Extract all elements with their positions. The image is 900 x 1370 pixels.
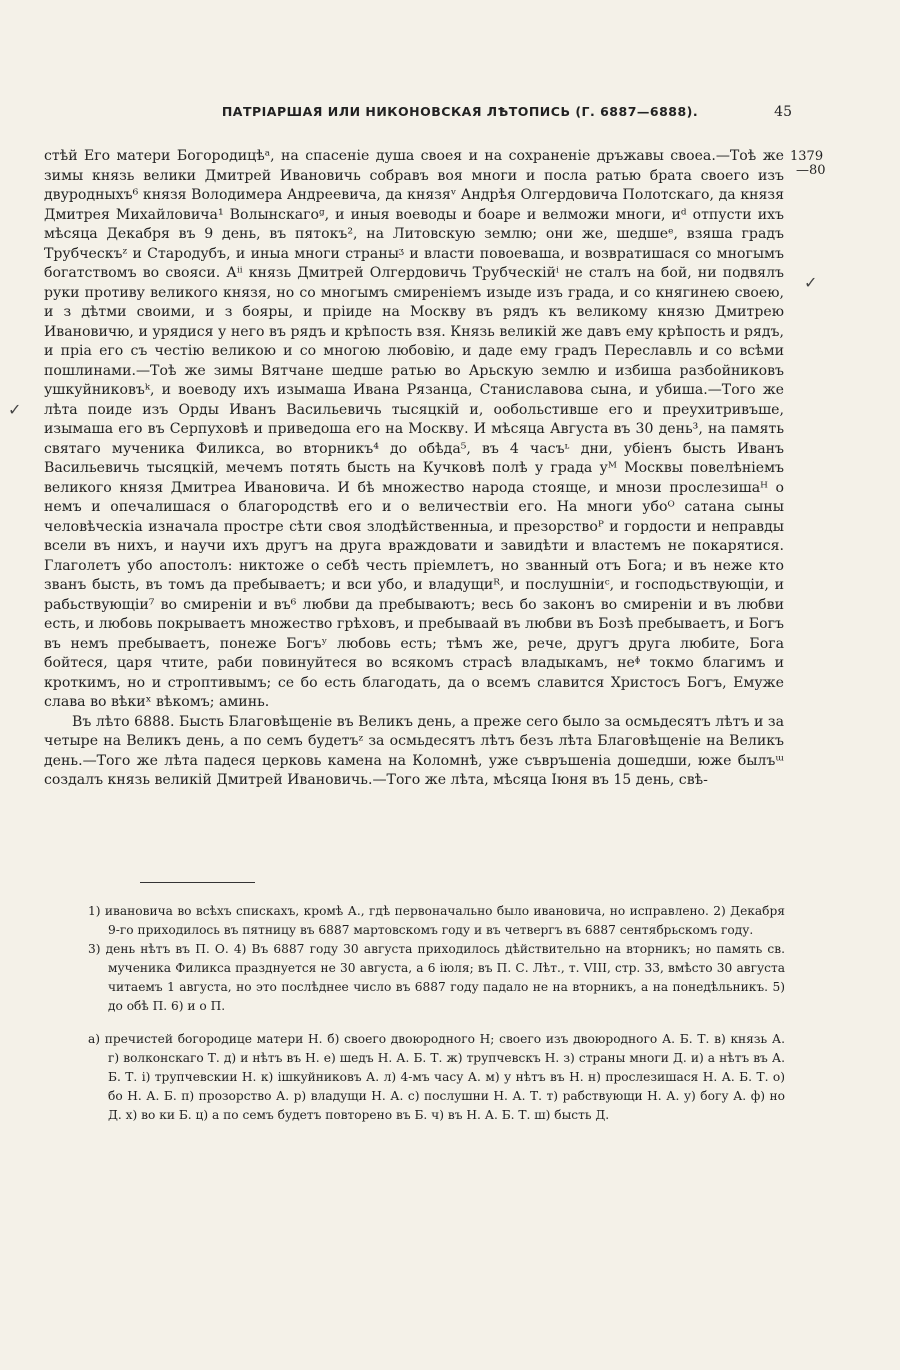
footnote-divider — [140, 882, 255, 883]
footnote-numeric-2: 3) день нѣтъ въ П. О. 4) Въ 6887 году 30 августа приходилось дѣйствительно на вторникъ; но память св. мученика Филикса празднуется не 30 августа, а 6 іюля; въ П. С. Лѣт., т. VIII, стр. 33, вмѣсто 30 августа читаемъ 1 августа, но это послѣднее число въ 6887 году падало не на вторникъ, а на понедѣльникъ. 5) до обѣ П. 6) и о П. — [88, 942, 785, 1013]
main-text — [44, 147, 784, 791]
main-paragraph-1: стѣй Его матери Богородицѣᵃ, на спасеніе душа своея и на сохраненіе дръжавы своеа.—Тоѣ же зимы князь велики Дмитрей Ивановичь собравъ воя многи и посла ратью брата своего изъ двуродныхъ⁶ князя Володимера Андреевича, да князяᵛ Андрѣя Олгердовича Полотскаго, да князя Дмитрея Михайловича¹ Волынскагоᵍ, и иныя воеводы и боаре и велможи многи, иᵈ отпусти ихъ мѣсяца Декабря въ 9 день, въ пятокъ², на Литовскую землю; они же, шедшеᵉ, взяша градъ Трубческъᶻ и Стародубъ, и иныа многи страныᶾ и власти повоеваша, и возвратишася со многымъ богатствомъ во свояси. Аⁱⁱ князь Дмитрей Олгердовичь Трубческійⁱ не сталъ на бой, ни подвялъ руки противу великого князя, но со многымъ смиреніемъ изыде изъ града, и со княгинею своею, и з дѣтми своими, и з бояры, и пріиде на Москву въ рядъ къ великому князю Дмитрею Ивановичю, и урядися у него въ рядъ и крѣпость взя. Князь великій же давъ ему крѣпость и рядъ, и пріа его съ честію великою и со многою любовію, и даде ему градъ Переславль и со всѣми пошлинами.—Тоѣ же зимы Вятчане шедше ратью во Арьскую землю и избиша разбойниковъ ушкуйниковъᵏ, и воеводу ихъ изымаша Ивана Рязанца, Станиславова сына, и убиша.—Того же лѣта поиде изъ Орды Иванъ Васильевичь тысяцкій и, ообольстивше его и преухитривъше, изымаша его въ Серпуховѣ и приведоша его на Москву. И мѣсяца Августа въ 30 день³, на память святаго мученика Филикса, во вторникъ⁴ до обѣда⁵, въ 4 часъᶫ дни, убіенъ бысть Иванъ Васильевичь тысяцкій, мечемъ потять бысть на Кучковѣ полѣ у града уᴹ Москвы повелѣніемъ великого князя Дмитреа Ивановича. И бѣ множество народа стояще, и мнози прослезишаᴴ о немъ и опечалишася о благородствѣ его и о величествіи его. На многи убоᴼ сатана сыны человѣческіа изначала простре сѣти своя злодѣйственныа, и презорствоᴾ и гордости и неправды всели въ нихъ, и научи ихъ другъ на друга враждовати и завидѣти и властемъ не покарятися. Глаголетъ убо апостолъ: никтоже о себѣ честь пріемлетъ, но званный отъ Бога; и въ неже кто званъ бысть, въ томъ да пребываетъ; и вси убо, и владущиᴿ, и послушніиᶜ, и господьствующіи, и рабьствующіи⁷ во смиреніи и въ⁶ любви да пребываютъ; весь бо законъ во смиреніи и въ любви есть, и любовь покрываетъ множество грѣховъ, и пребываай въ любви въ Бозѣ пребываетъ, и Богъ въ немъ пребываетъ, понеже Богъʸ любовь есть; тѣмъ же, рече, другъ друга любите, Бога бойтеся, царя чтите, раби повинуйтеся во всякомъ страсѣ владыкамъ, неᶲ токмо благимъ и кроткимъ, но и строптивымъ; се бо есть благодать, да о всемъ славится Христосъ Богъ, Емуже слава во вѣкиˣ вѣкомъ; аминь. — [44, 148, 784, 710]
footnote-letter-block: а) пречистей богородице матери Н. б) своего двоюродного Н; своего изъ двоюродного А. Б. Т. в) князь А. г) волконскаго Т. д) и нѣтъ въ Н. е) шедъ Н. А. Б. Т. ж) трупчевскъ Н. з) страны многи Д. и) а нѣтъ въ А. Б. Т. і) трупчевскии Н. к) ішкуйниковъ А. л) 4-мъ часу А. м) у нѣтъ въ Н. н) прослезишася Н. А. Б. Т. о) бо Н. А. Б. п) прозорство А. р) владущи Н. А. с) послушни Н. А. Т. т) рабствующи Н. А. у) богу А. ф) но Д. х) во ки Б. ц) а по семъ будетъ повторено въ Б. ч) въ Н. А. Б. Т. ш) бысть Д. — [88, 1032, 785, 1122]
footnote-numeric-1: 1) ивановича во всѣхъ спискахъ, кромѣ А., гдѣ первоначально было ивановича, но исправлено. 2) Декабря 9-го приходилось въ пятницу въ 6887 мартовскомъ году и въ четвергъ въ 6887 сентябрьскомъ году. — [88, 904, 785, 937]
margin-year-bottom: —80 — [796, 163, 826, 178]
footnotes-letter — [88, 1030, 785, 1125]
margin-check-mark-left: ✓ — [8, 400, 22, 419]
running-title: ПАТРІАРШАЯ ИЛИ НИКОНОВСКАЯ ЛѢТОПИСЬ (Г. 6887—6888). — [221, 104, 699, 119]
page-number: 45 — [774, 104, 792, 120]
main-paragraph-2: Въ лѣто 6888. Бысть Благовѣщеніе въ Великъ день, а преже сего было за осмьдесятъ лѣтъ и за четыре на Великъ день, а по семъ будетъᶻ за осмьдесятъ лѣтъ безъ лѣта Благовѣщеніе на Великъ день.—Того же лѣта падеся церковь камена на Коломнѣ, уже съвръшеніа дошедши, юже былъᵚ создалъ князь великій Дмитрей Ивановичь.—Того же лѣта, мѣсяца Іюня въ 15 день, свѣ- — [44, 713, 784, 788]
margin-year-top: 1379 — [790, 149, 824, 164]
footnotes-numeric — [88, 902, 785, 1016]
margin-check-mark-right: ✓ — [804, 273, 818, 292]
